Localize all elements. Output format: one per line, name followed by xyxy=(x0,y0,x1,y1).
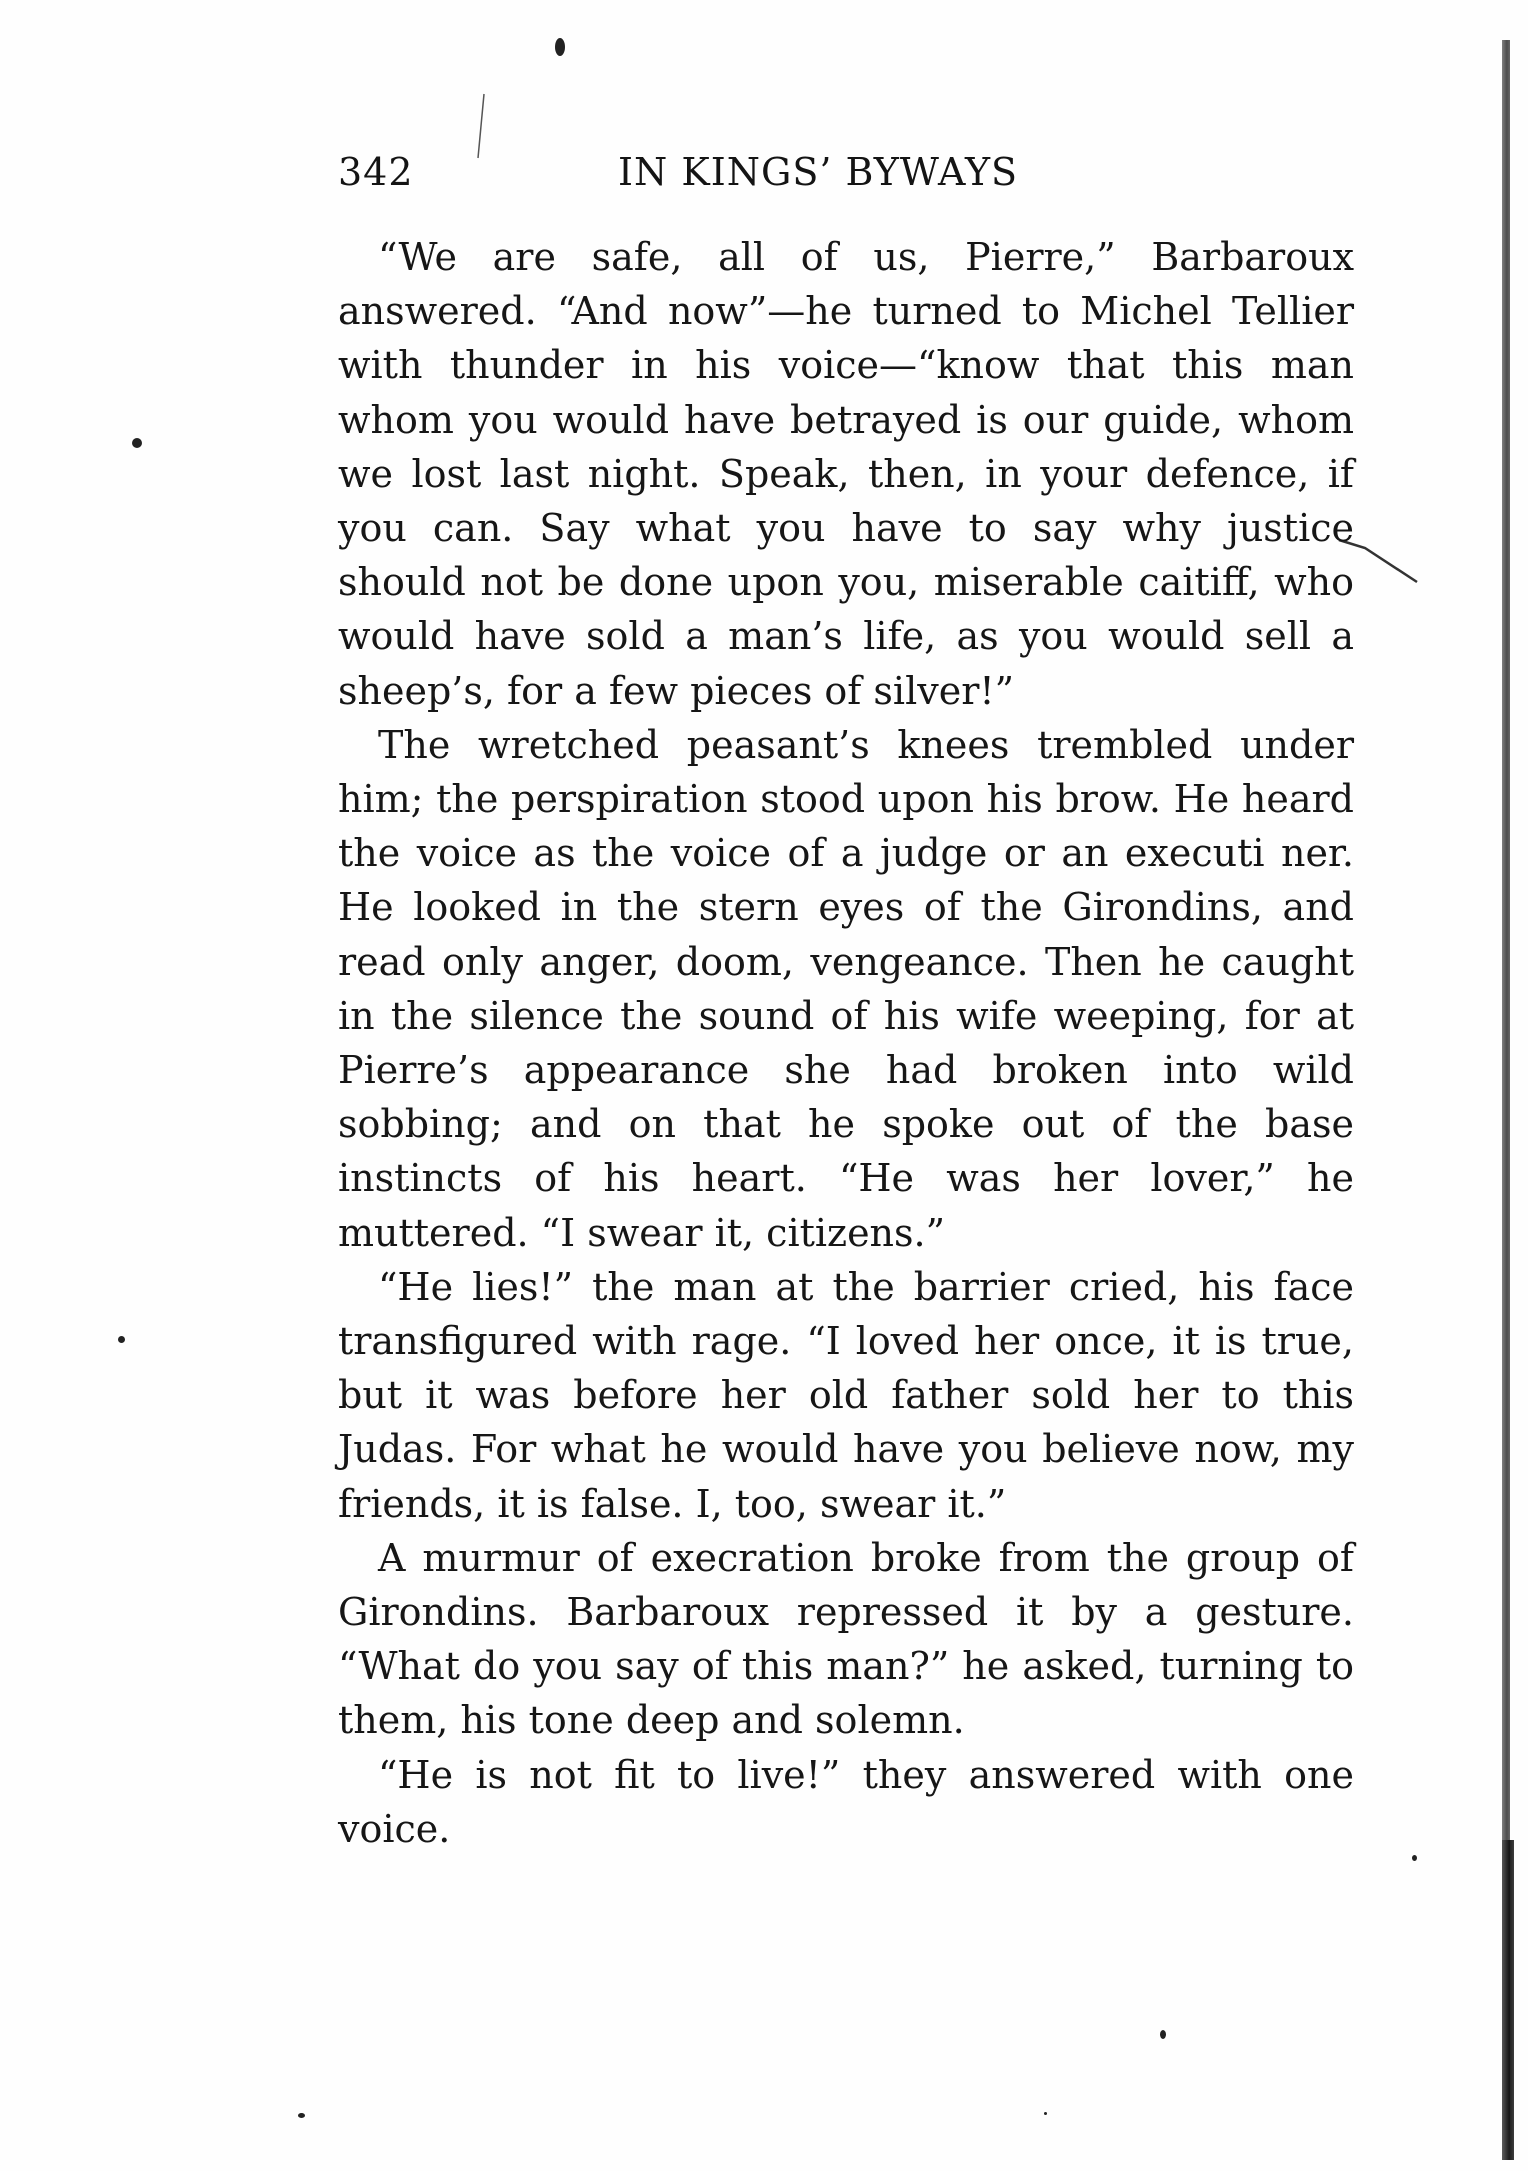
scan-edge-shadow xyxy=(1502,40,1510,2130)
text-body xyxy=(338,230,1354,1856)
ink-speck xyxy=(298,2113,305,2118)
paragraph-4: A murmur of execration broke from the group of Girondins. Barbaroux repressed it by a gesture. “What do you say of this man?” he asked, turning to them, his tone deep and solemn. xyxy=(338,1535,1354,1743)
running-title: IN KINGS’ BYWAYS xyxy=(618,150,1019,194)
paragraph-1: “We are safe, all of us, Pierre,” Barbaroux answered. “And now”—he turned to Michel Tellier with thunder in his voice—“know that this man whom you would have betrayed is our guide, whom we lost last night. Speak, then, in your defence, if you can. Say what you have to say why justice should not be done upon you, miserable caitiff, who would have sold a man’s life, as you would sell a sheep’s, for a few pieces of silver!” xyxy=(338,235,1354,713)
scan-edge-shadow-bottom xyxy=(1502,1840,1514,2160)
paragraph-5: “He is not fit to live!” they answered with one voice. xyxy=(338,1752,1354,1851)
ink-speck xyxy=(118,1336,125,1343)
page-number: 342 xyxy=(338,150,414,194)
paragraph-2: The wretched peasant’s knees trembled under him; the perspiration stood upon his brow. He heard the voice as the voice of a judge or an executi ner. He looked in the stern eyes of the Girondins, and read only anger, doom, vengeance. Then he caught in the silence the sound of his wife weeping, for at Pierre’s appearance she had broken into wild sobbing; and on that he spoke out of the base instincts of his heart. “He was her lover,” he muttered. “I swear it, citizens.” xyxy=(338,722,1354,1255)
ink-speck xyxy=(132,438,142,448)
ink-speck xyxy=(555,38,565,56)
ink-speck xyxy=(1160,2030,1166,2039)
ink-speck xyxy=(1044,2112,1047,2115)
ink-speck xyxy=(1412,1855,1417,1861)
paragraph-3: “He lies!” the man at the barrier cried, his face transfigured with rage. “I loved her once, it is true, but it was before her old father sold her to this Judas. For what he would have you believe now, my friends, it is false. I, too, swear it.” xyxy=(338,1264,1354,1526)
running-head xyxy=(338,150,1354,206)
